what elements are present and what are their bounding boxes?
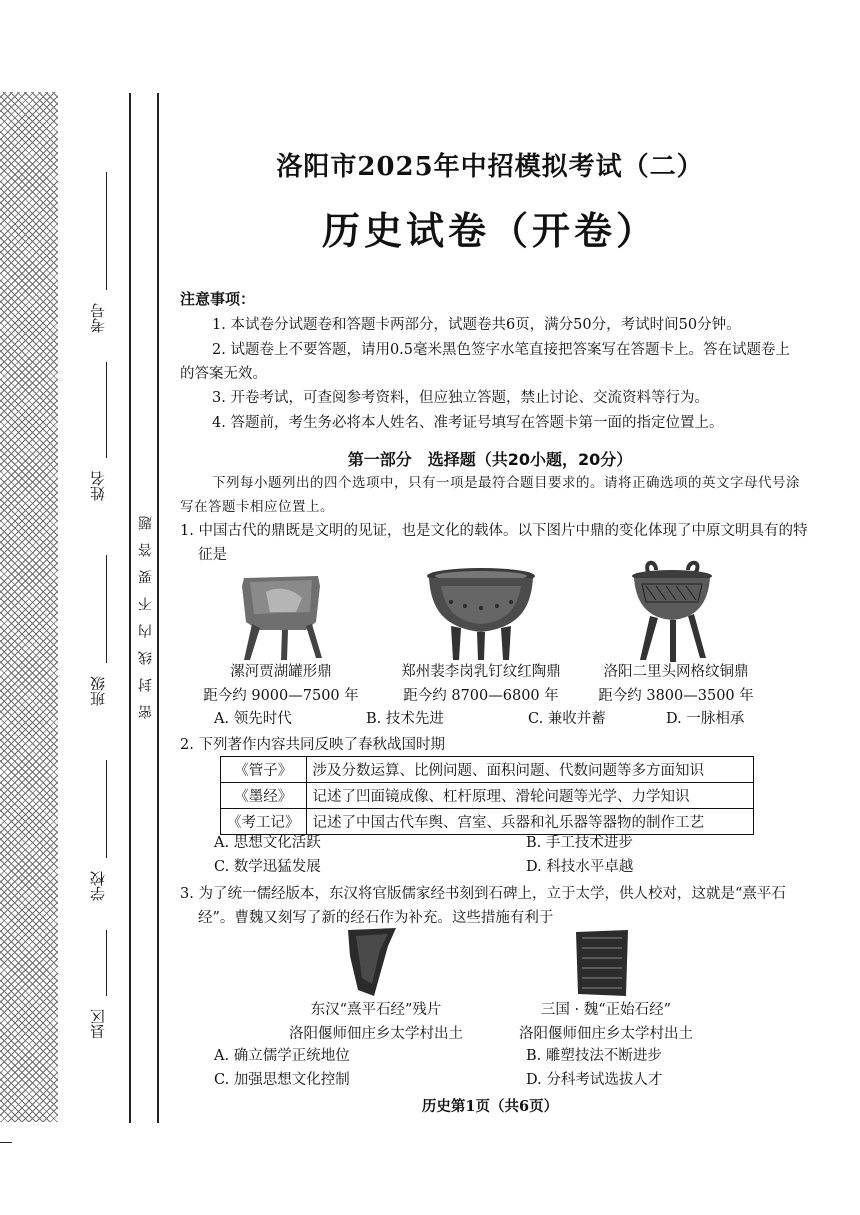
ding-erlitou-image bbox=[626, 560, 718, 664]
ding-peiligang-image bbox=[421, 566, 541, 662]
zhengshi-stone-image bbox=[574, 928, 630, 998]
caption-origin: 洛阳偃师佃庄乡太学村出土 bbox=[519, 1026, 693, 1042]
field-write-line[interactable] bbox=[106, 930, 107, 996]
q1-image-caption bbox=[576, 660, 776, 708]
table-row bbox=[221, 809, 754, 835]
table-cell-content: 涉及分数运算、比例问题、面积问题、代数问题等多方面知识 bbox=[306, 757, 754, 783]
field-class bbox=[86, 555, 116, 715]
corner-crop-mark bbox=[0, 1142, 12, 1143]
q3-option-b[interactable]: B. 雕塑技法不断进步 bbox=[526, 1048, 662, 1064]
field-write-line[interactable] bbox=[106, 555, 107, 663]
field-label: 考号 bbox=[89, 303, 107, 333]
notice-item: 4. 答题前，考生务必将本人姓名、准考证号填写在答题卡第一面的指定位置上。 bbox=[212, 415, 724, 431]
q1-option-a[interactable]: A. 领先时代 bbox=[214, 711, 292, 727]
page-footer: 历史第1页（共6页） bbox=[421, 1098, 559, 1115]
table-cell-book: 《管子》 bbox=[221, 757, 307, 783]
field-label: 姓名 bbox=[89, 471, 107, 501]
part-heading: 第一部分 选择题（共20小题，20分） bbox=[347, 450, 633, 469]
question-3-stem: 3. 为了统一儒经版本，东汉将官版儒家经书刻到石碑上，立于太学，供人校对，这就是“熹平石经”。曹魏又刻写了新的经石作为补充。这些措施有利于 bbox=[180, 886, 786, 926]
field-write-line[interactable] bbox=[106, 760, 107, 858]
q3-image-caption bbox=[486, 998, 726, 1046]
q2-option-a[interactable]: A. 思想文化活跃 bbox=[214, 835, 321, 851]
q3-image-caption bbox=[256, 998, 496, 1046]
caption-name: 三国 · 魏“正始石经” bbox=[540, 1002, 672, 1018]
binding-line-inner bbox=[157, 93, 159, 1123]
caption-name: 东汉“熹平石经”残片 bbox=[310, 1002, 442, 1018]
binding-line-outer bbox=[129, 93, 131, 1123]
caption-date: 距今约 9000—7500 年 bbox=[203, 688, 359, 704]
q3-option-d[interactable]: D. 分科考试选拔人才 bbox=[526, 1072, 663, 1088]
field-district bbox=[86, 930, 116, 1048]
field-write-line[interactable] bbox=[106, 362, 107, 458]
q3-option-c[interactable]: C. 加强思想文化控制 bbox=[214, 1072, 350, 1088]
question-1-stem: 1. 中国古代的鼎既是文明的见证，也是文化的载体。以下图片中鼎的变化体现了中原文明具有的特征是 bbox=[180, 523, 808, 563]
caption-name: 漯河贾湖罐形鼎 bbox=[230, 664, 332, 680]
table-row bbox=[221, 757, 754, 783]
q2-option-d[interactable]: D. 科技水平卓越 bbox=[526, 859, 634, 875]
caption-name: 洛阳二里头网格纹铜鼎 bbox=[603, 664, 749, 680]
caption-name: 郑州裴李岗乳钉纹红陶鼎 bbox=[401, 664, 561, 680]
table-cell-content: 记述了凹面镜成像、杠杆原理、滑轮问题等光学、力学知识 bbox=[306, 783, 754, 809]
caption-date: 距今约 8700—6800 年 bbox=[403, 688, 559, 704]
q1-option-c[interactable]: C. 兼收并蓄 bbox=[528, 711, 606, 727]
q2-option-c[interactable]: C. 数学迅猛发展 bbox=[214, 859, 321, 875]
notice-heading: 注意事项： bbox=[180, 290, 256, 308]
table-cell-content: 记述了中国古代车舆、宫室、兵器和礼乐器等器物的制作工艺 bbox=[306, 809, 754, 835]
q1-image-caption bbox=[186, 660, 376, 708]
field-label: 县区 bbox=[89, 1009, 107, 1039]
caption-origin: 洛阳偃师佃庄乡太学村出土 bbox=[289, 1026, 463, 1042]
q3-option-a[interactable]: A. 确立儒学正统地位 bbox=[214, 1048, 350, 1064]
seal-line-text: 密封线内不要答题 bbox=[138, 503, 154, 719]
q1-option-b[interactable]: B. 技术先进 bbox=[366, 711, 444, 727]
q1-option-d[interactable]: D. 一脉相承 bbox=[666, 711, 745, 727]
question-2-stem: 2. 下列著作内容共同反映了春秋战国时期 bbox=[180, 737, 445, 753]
notice-item: 1. 本试卷分试题卷和答题卡两部分，试题卷共6页，满分50分，考试时间50分钟。 bbox=[212, 317, 741, 333]
notice-item: 3. 开卷考试，可查阅参考资料，但应独立答题，禁止讨论、交流资料等行为。 bbox=[212, 390, 709, 406]
field-exam-number bbox=[86, 172, 116, 342]
ding-jiahu-image bbox=[236, 572, 326, 662]
binding-hatch-strip bbox=[0, 92, 58, 1122]
field-write-line[interactable] bbox=[106, 172, 107, 290]
table-cell-book: 《墨经》 bbox=[221, 783, 307, 809]
table-cell-book: 《考工记》 bbox=[221, 809, 307, 835]
q1-image-caption bbox=[376, 660, 586, 708]
table-row bbox=[221, 783, 754, 809]
exam-title: 洛阳市2025年中招模拟考试（二） bbox=[276, 152, 704, 182]
xiping-stone-image bbox=[344, 926, 400, 998]
q2-option-b[interactable]: B. 手工技术进步 bbox=[526, 835, 633, 851]
q2-works-table bbox=[220, 756, 754, 835]
notice-item: 2. 试题卷上不要答题，请用0.5毫米黑色签字水笔直接把答案写在答题卡上。答在试题卷上的答案无效。 bbox=[180, 342, 790, 382]
caption-date: 距今约 3800—3500 年 bbox=[598, 688, 754, 704]
field-school bbox=[86, 760, 116, 910]
field-label: 学校 bbox=[89, 871, 107, 901]
field-name bbox=[86, 362, 116, 510]
exam-subtitle: 历史试卷（开卷） bbox=[321, 208, 658, 253]
field-label: 班级 bbox=[89, 676, 107, 706]
part-instruction: 下列每小题列出的四个选项中，只有一项是最符合题目要求的。请将正确选项的英文字母代号涂写在答题卡相应位置上。 bbox=[180, 475, 800, 515]
